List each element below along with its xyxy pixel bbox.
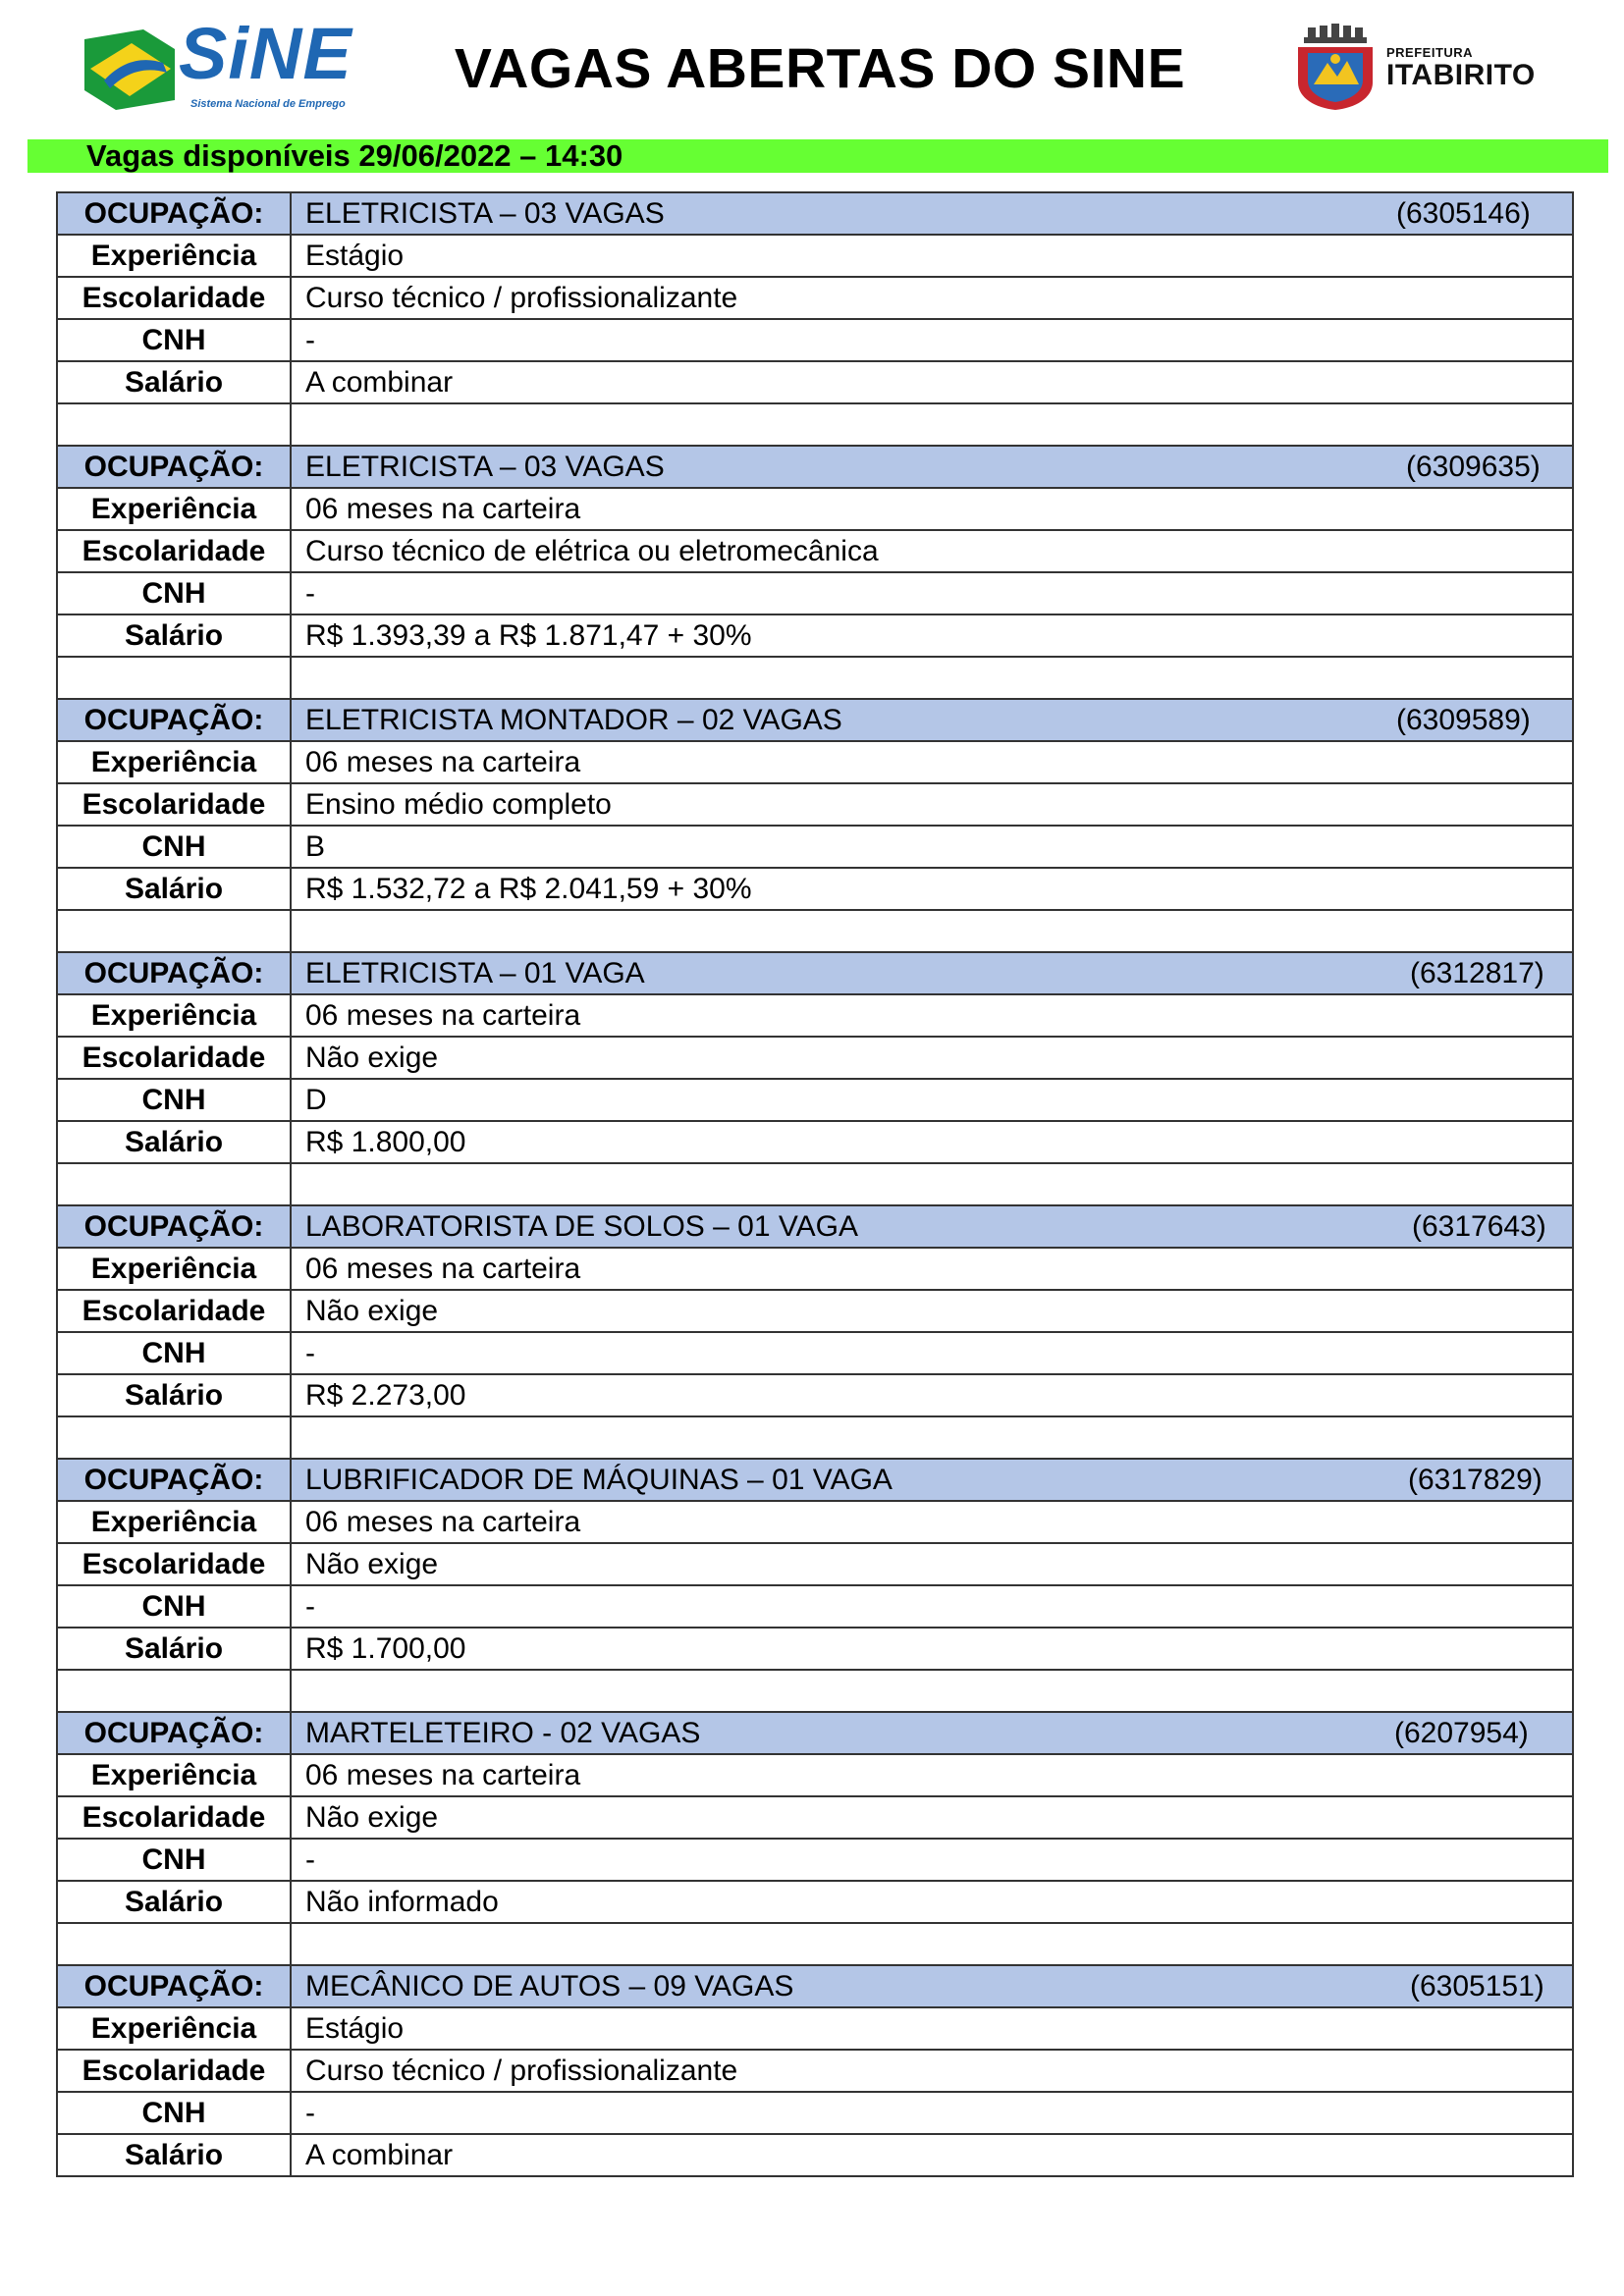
- salary-row: [57, 1881, 1573, 1923]
- spacer-cell: [57, 1923, 291, 1965]
- education-row: [57, 530, 1573, 572]
- occupation-cell: [291, 1965, 1573, 2007]
- city-name: ITABIRITO: [1386, 59, 1536, 91]
- experiencia-label: Experiência: [57, 994, 291, 1037]
- escolaridade-label: Escolaridade: [57, 530, 291, 572]
- salary-row: [57, 1628, 1573, 1670]
- escolaridade-label: Escolaridade: [57, 1796, 291, 1839]
- education-row: [57, 2050, 1573, 2092]
- salario-value: A combinar: [291, 361, 1573, 403]
- escolaridade-label: Escolaridade: [57, 2050, 291, 2092]
- escolaridade-label: Escolaridade: [57, 783, 291, 826]
- salario-label: Salário: [57, 1628, 291, 1670]
- spacer-row: [57, 403, 1573, 446]
- occupation-row: [57, 1459, 1573, 1501]
- cnh-label: CNH: [57, 1839, 291, 1881]
- sine-wordmark: SiNE: [179, 13, 352, 94]
- spacer-cell: [291, 403, 1573, 446]
- spacer-row: [57, 1416, 1573, 1459]
- salario-label: Salário: [57, 614, 291, 657]
- job-code: (6312817): [1410, 957, 1544, 989]
- experiencia-label: Experiência: [57, 1501, 291, 1543]
- occupation-cell: [291, 952, 1573, 994]
- escolaridade-value: Não exige: [291, 1037, 1573, 1079]
- spacer-row: [57, 1923, 1573, 1965]
- occupation-cell: [291, 446, 1573, 488]
- occupation-label: OCUPAÇÃO:: [57, 446, 291, 488]
- salary-row: [57, 868, 1573, 910]
- experiencia-label: Experiência: [57, 1248, 291, 1290]
- job-code: (6207954): [1394, 1717, 1529, 1749]
- occupation-row: [57, 192, 1573, 235]
- occupation-label: OCUPAÇÃO:: [57, 1205, 291, 1248]
- salary-row: [57, 1374, 1573, 1416]
- occupation-title: ELETRICISTA MONTADOR – 02 VAGAS: [305, 704, 842, 736]
- jobs-table: [56, 191, 1574, 2177]
- occupation-cell: [291, 1205, 1573, 1248]
- spacer-cell: [291, 657, 1573, 699]
- spacer-row: [57, 910, 1573, 952]
- salary-row: [57, 1121, 1573, 1163]
- education-row: [57, 1290, 1573, 1332]
- cnh-row: [57, 2092, 1573, 2134]
- occupation-title: MARTELETEIRO - 02 VAGAS: [305, 1717, 701, 1749]
- job-code: (6305151): [1410, 1970, 1544, 2002]
- cnh-row: [57, 1079, 1573, 1121]
- spacer-cell: [291, 1923, 1573, 1965]
- spacer-cell: [291, 1163, 1573, 1205]
- cnh-value: -: [291, 1839, 1573, 1881]
- experiencia-label: Experiência: [57, 2007, 291, 2050]
- spacer-row: [57, 1670, 1573, 1712]
- escolaridade-label: Escolaridade: [57, 1290, 291, 1332]
- prefeitura-label: PREFEITURA: [1386, 45, 1474, 60]
- salario-label: Salário: [57, 1881, 291, 1923]
- cnh-label: CNH: [57, 572, 291, 614]
- escolaridade-label: Escolaridade: [57, 1543, 291, 1585]
- cnh-value: -: [291, 2092, 1573, 2134]
- prefeitura-logo: [1294, 24, 1549, 112]
- experience-row: [57, 2007, 1573, 2050]
- occupation-title: ELETRICISTA – 03 VAGAS: [305, 197, 665, 230]
- experiencia-value: 06 meses na carteira: [291, 741, 1573, 783]
- cnh-label: CNH: [57, 319, 291, 361]
- escolaridade-value: Não exige: [291, 1543, 1573, 1585]
- occupation-cell: [291, 1459, 1573, 1501]
- cnh-row: [57, 1332, 1573, 1374]
- salary-row: [57, 2134, 1573, 2176]
- occupation-row: [57, 699, 1573, 741]
- education-row: [57, 1037, 1573, 1079]
- experience-row: [57, 1754, 1573, 1796]
- occupation-cell: [291, 1712, 1573, 1754]
- occupation-row: [57, 1965, 1573, 2007]
- cnh-label: CNH: [57, 1332, 291, 1374]
- salario-label: Salário: [57, 2134, 291, 2176]
- job-code: (6309635): [1406, 451, 1541, 483]
- cnh-value: D: [291, 1079, 1573, 1121]
- coat-of-arms-icon: [1294, 24, 1382, 112]
- salario-value: R$ 1.800,00: [291, 1121, 1573, 1163]
- experience-row: [57, 1248, 1573, 1290]
- experiencia-label: Experiência: [57, 741, 291, 783]
- experiencia-value: 06 meses na carteira: [291, 1248, 1573, 1290]
- education-row: [57, 277, 1573, 319]
- spacer-cell: [291, 1416, 1573, 1459]
- salario-label: Salário: [57, 1121, 291, 1163]
- escolaridade-value: Curso técnico / profissionalizante: [291, 2050, 1573, 2092]
- cnh-value: -: [291, 572, 1573, 614]
- experience-row: [57, 1501, 1573, 1543]
- cnh-value: -: [291, 1585, 1573, 1628]
- cnh-row: [57, 1585, 1573, 1628]
- experiencia-value: 06 meses na carteira: [291, 1501, 1573, 1543]
- experiencia-value: Estágio: [291, 235, 1573, 277]
- spacer-cell: [57, 1670, 291, 1712]
- education-row: [57, 783, 1573, 826]
- salario-value: R$ 1.700,00: [291, 1628, 1573, 1670]
- occupation-title: LABORATORISTA DE SOLOS – 01 VAGA: [305, 1210, 858, 1243]
- salario-value: A combinar: [291, 2134, 1573, 2176]
- job-code: (6305146): [1396, 197, 1531, 230]
- experiencia-label: Experiência: [57, 1754, 291, 1796]
- escolaridade-value: Não exige: [291, 1796, 1573, 1839]
- job-code: (6317643): [1412, 1210, 1546, 1243]
- salario-value: R$ 1.532,72 a R$ 2.041,59 + 30%: [291, 868, 1573, 910]
- experience-row: [57, 488, 1573, 530]
- page-title: VAGAS ABERTAS DO SINE: [454, 37, 1186, 100]
- escolaridade-value: Curso técnico / profissionalizante: [291, 277, 1573, 319]
- salario-value: R$ 1.393,39 a R$ 1.871,47 + 30%: [291, 614, 1573, 657]
- occupation-label: OCUPAÇÃO:: [57, 1712, 291, 1754]
- cnh-label: CNH: [57, 1079, 291, 1121]
- cnh-label: CNH: [57, 826, 291, 868]
- occupation-row: [57, 446, 1573, 488]
- experiencia-label: Experiência: [57, 488, 291, 530]
- escolaridade-value: Ensino médio completo: [291, 783, 1573, 826]
- spacer-cell: [57, 910, 291, 952]
- occupation-label: OCUPAÇÃO:: [57, 952, 291, 994]
- experiencia-label: Experiência: [57, 235, 291, 277]
- cnh-row: [57, 826, 1573, 868]
- salary-row: [57, 361, 1573, 403]
- education-row: [57, 1543, 1573, 1585]
- experiencia-value: Estágio: [291, 2007, 1573, 2050]
- experience-row: [57, 741, 1573, 783]
- occupation-row: [57, 1205, 1573, 1248]
- occupation-title: LUBRIFICADOR DE MÁQUINAS – 01 VAGA: [305, 1464, 893, 1496]
- spacer-cell: [291, 1670, 1573, 1712]
- occupation-row: [57, 1712, 1573, 1754]
- spacer-row: [57, 1163, 1573, 1205]
- escolaridade-value: Curso técnico de elétrica ou eletromecânica: [291, 530, 1573, 572]
- spacer-cell: [57, 1163, 291, 1205]
- escolaridade-value: Não exige: [291, 1290, 1573, 1332]
- cnh-row: [57, 319, 1573, 361]
- experiencia-value: 06 meses na carteira: [291, 994, 1573, 1037]
- salario-label: Salário: [57, 1374, 291, 1416]
- date-banner: Vagas disponíveis 29/06/2022 – 14:30: [27, 139, 1608, 173]
- salario-value: Não informado: [291, 1881, 1573, 1923]
- cnh-value: -: [291, 1332, 1573, 1374]
- spacer-cell: [57, 403, 291, 446]
- escolaridade-label: Escolaridade: [57, 277, 291, 319]
- sine-subtitle: Sistema Nacional de Emprego: [190, 98, 346, 110]
- spacer-cell: [291, 910, 1573, 952]
- job-code: (6317829): [1408, 1464, 1543, 1496]
- cnh-value: -: [291, 319, 1573, 361]
- salario-label: Salário: [57, 868, 291, 910]
- salario-label: Salário: [57, 361, 291, 403]
- salary-row: [57, 614, 1573, 657]
- spacer-cell: [57, 1416, 291, 1459]
- occupation-label: OCUPAÇÃO:: [57, 699, 291, 741]
- occupation-title: ELETRICISTA – 01 VAGA: [305, 957, 645, 989]
- page-header: [0, 0, 1624, 133]
- occupation-row: [57, 952, 1573, 994]
- occupation-label: OCUPAÇÃO:: [57, 192, 291, 235]
- cnh-label: CNH: [57, 2092, 291, 2134]
- salario-value: R$ 2.273,00: [291, 1374, 1573, 1416]
- cnh-row: [57, 1839, 1573, 1881]
- experiencia-value: 06 meses na carteira: [291, 1754, 1573, 1796]
- occupation-title: MECÂNICO DE AUTOS – 09 VAGAS: [305, 1970, 794, 2002]
- cnh-row: [57, 572, 1573, 614]
- occupation-cell: [291, 192, 1573, 235]
- job-code: (6309589): [1396, 704, 1531, 736]
- occupation-label: OCUPAÇÃO:: [57, 1459, 291, 1501]
- experience-row: [57, 235, 1573, 277]
- occupation-cell: [291, 699, 1573, 741]
- experiencia-value: 06 meses na carteira: [291, 488, 1573, 530]
- spacer-cell: [57, 657, 291, 699]
- cnh-value: B: [291, 826, 1573, 868]
- spacer-row: [57, 657, 1573, 699]
- escolaridade-label: Escolaridade: [57, 1037, 291, 1079]
- cnh-label: CNH: [57, 1585, 291, 1628]
- education-row: [57, 1796, 1573, 1839]
- occupation-title: ELETRICISTA – 03 VAGAS: [305, 451, 665, 483]
- experience-row: [57, 994, 1573, 1037]
- occupation-label: OCUPAÇÃO:: [57, 1965, 291, 2007]
